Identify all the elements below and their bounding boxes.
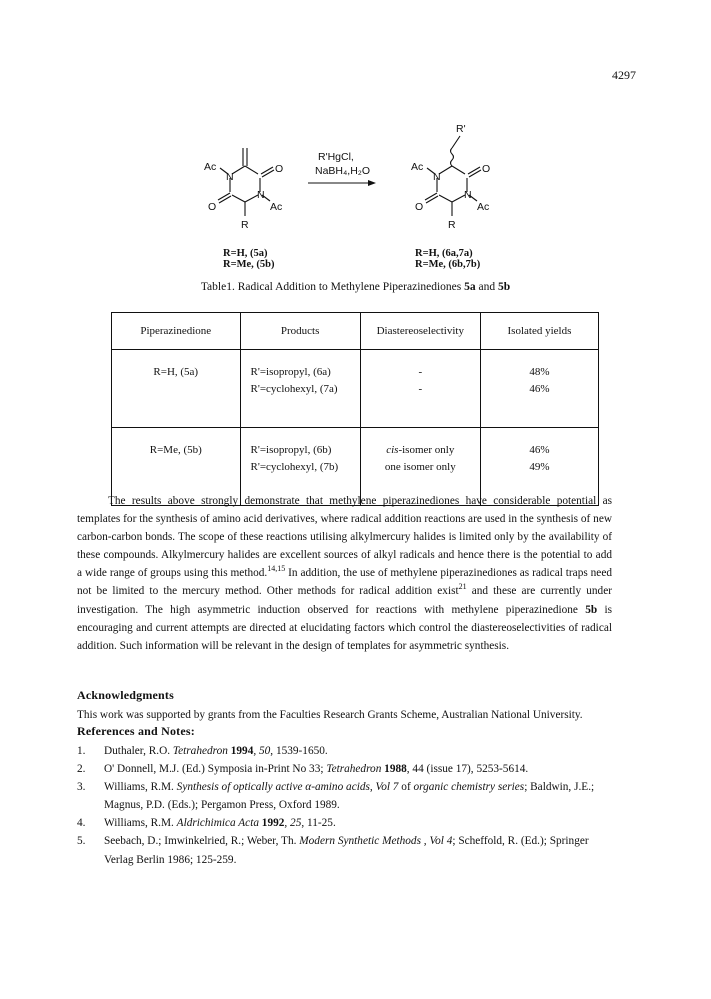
cell-products: R'=isopropyl, (6b) R'=cyclohexyl, (7b) (240, 428, 360, 506)
acknowledgments-text: This work was supported by grants from the Faculties Research Grants Scheme, Australian National University. (77, 709, 583, 721)
reference-list (77, 742, 617, 869)
reagent-line-2: NaBH₄,H₂O (315, 165, 371, 177)
atom-n: N (226, 171, 234, 183)
reference-item: 1. Duthaler, R.O. Tetrahedron 1994, 50, 1539-1650. (77, 745, 328, 757)
atom-o: O (275, 163, 284, 175)
atom-r: R (241, 219, 249, 231)
start-label-5b: R=Me, (5b) (223, 259, 275, 270)
page-number: 4297 (612, 68, 636, 82)
references-heading: References and Notes: (77, 724, 195, 738)
reagent-line-1: R'HgCl, (318, 151, 354, 163)
results-table (111, 312, 599, 506)
reference-item: 2. O' Donnell, M.J. (Ed.) Symposia in-Print No 33; Tetrahedron 1988, 44 (issue 17), 5253-5614. (77, 763, 529, 776)
atom-ac: Ac (477, 201, 490, 213)
atom-ac: Ac (270, 201, 283, 213)
product-label-6a7a: R=H, (6a,7a) (415, 248, 473, 259)
atom-rprime: R' (456, 123, 466, 135)
reference-item: 4. Williams, R.M. Aldrichimica Acta 1992, 25, 11-25. (77, 817, 336, 830)
atom-o: O (415, 201, 424, 213)
table-caption: Table1. Radical Addition to Methylene Piperazinediones 5a and 5b (200, 281, 511, 293)
atom-o: O (482, 163, 491, 175)
cell-products: R'=isopropyl, (6a) R'=cyclohexyl, (7a) (240, 350, 360, 428)
reaction-arrow (308, 180, 376, 186)
table-row (112, 350, 599, 428)
table-header-row (112, 313, 599, 350)
atom-r: R (448, 219, 456, 231)
start-label-5a: R=H, (5a) (223, 248, 268, 259)
header-products: Products (240, 313, 360, 350)
body-paragraph: The results above strongly demonstrate that methylene piperazinediones have considerable potential as templates for the synthesis of amino acid derivatives, where radical addition reactions are used in the synthesis of new carbon-carbon bonds. The scope of these reactions utilising alkylmercury halides is limited only by the availability of these compounds. Alkylmercury halides are excellent sources of alkyl radicals and hence there is the potential to add a wide range of groups using this method.$^{14,15}$ In addition, the use of methylene piperazinediones as radical traps need not be limited to the mercury method. Other methods for radical addition exist$^{21}$ and these are currently under investigation. The high asymmetric induction observed for reactions with methylene piperazinedione 5b is encouraging and current attempts are directed at elucidating factors which control the diastereoselectivities of radical addition. Such information will be relevant in the design of templates for asymmetric synthesis. (77, 495, 612, 652)
reference-item: 5. Seebach, D.; Imwinkelried, R.; Weber, Th. Modern Synthetic Methods , Vol 4; Scheffold, R. (Ed.); Springer Verlag Berlin 1986; 125-259. (77, 835, 589, 866)
atom-n: N (464, 189, 472, 201)
header-diastereoselectivity: Diastereoselectivity (360, 313, 480, 350)
atom-ac: Ac (411, 161, 424, 173)
atom-o: O (208, 201, 217, 213)
cell-piperazinedione: R=H, (5a) (112, 350, 241, 428)
cell-yields: 48% 46% (480, 350, 598, 428)
cell-diastereoselectivity: - - (360, 350, 480, 428)
reference-item: 3. Williams, R.M. Synthesis of optically active α-amino acids, Vol 7 of organic chemistry series; Baldwin, J.E.; Magnus, P.D. (Eds.); Pergamon Press, Oxford 1989. (77, 781, 595, 812)
atom-ac: Ac (204, 161, 217, 173)
header-isolated-yields: Isolated yields (480, 313, 598, 350)
cell-diastereoselectivity: cis-isomer only one isomer only (360, 428, 480, 506)
atom-n: N (433, 171, 441, 183)
header-piperazinedione: Piperazinedione (112, 313, 241, 350)
cell-yields: 46% 49% (480, 428, 598, 506)
atom-n: N (257, 189, 265, 201)
product-label-6b7b: R=Me, (6b,7b) (415, 259, 481, 270)
acknowledgments-heading: Acknowledgments (77, 688, 175, 702)
cell-piperazinedione: R=Me, (5b) (112, 428, 241, 506)
